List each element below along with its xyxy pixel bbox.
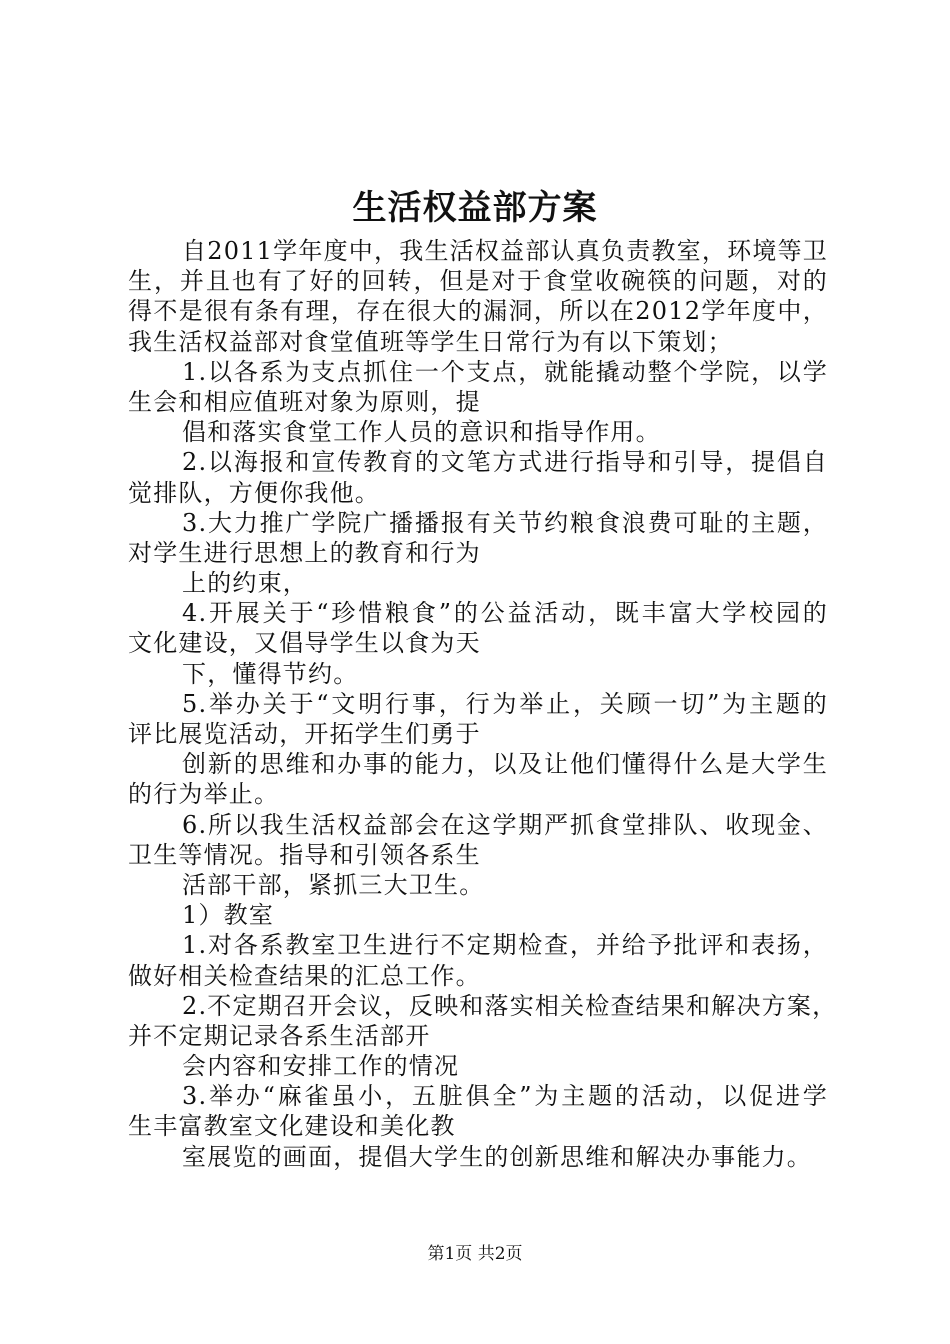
body-line: 并不定期记录各系生活部开	[128, 1021, 431, 1050]
body-line: 3.大力推广学院广播播报有关节约粮食浪费可耻的主题，	[182, 508, 828, 537]
document-title: 生活权益部方案	[352, 188, 598, 228]
body-line: 得不是很有条有理，存在很大的漏洞，所以在2012学年度中，	[128, 297, 828, 326]
body-line: 生丰富教室文化建设和美化教	[128, 1112, 456, 1141]
body-line: 我生活权益部对食堂值班等学生日常行为有以下策划；	[128, 327, 733, 356]
page-footer: 第1页 共2页	[427, 1244, 523, 1264]
section-heading: 1）教室	[182, 901, 275, 930]
body-line: 3.举办“麻雀虽小，五脏俱全”为主题的活动，以促进学	[182, 1082, 828, 1111]
body-line: 1.以各系为支点抓住一个支点，就能撬动整个学院，以学	[182, 357, 828, 386]
body-line: 做好相关检查结果的汇总工作。	[128, 961, 481, 990]
body-line: 自2011学年度中，我生活权益部认真负责教室，环境等卫	[182, 237, 828, 265]
body-line: 5.举办关于“文明行事，行为举止，关顾一切”为主题的	[182, 689, 828, 718]
body-line: 生会和相应值班对象为原则，提	[128, 387, 481, 416]
body-line: 室展览的画面，提倡大学生的创新思维和解决办事能力。	[182, 1142, 812, 1171]
body-line: 倡和落实食堂工作人员的意识和指导作用。	[182, 418, 661, 447]
body-line: 觉排队，方便你我他。	[128, 478, 380, 507]
body-line: 评比展览活动，开拓学生们勇于	[128, 720, 481, 748]
body-line: 2.不定期召开会议，反映和落实相关检查结果和解决方案，	[182, 991, 838, 1020]
body-line: 生，并且也有了好的回转，但是对于食堂收碗筷的问题，对的	[128, 267, 828, 296]
body-line: 4.开展关于“珍惜粮食”的公益活动，既丰富大学校园的	[182, 599, 828, 628]
body-line: 对学生进行思想上的教育和行为	[128, 538, 481, 567]
body-line: 活部干部，紧抓三大卫生。	[182, 870, 485, 899]
body-line: 会内容和安排工作的情况	[182, 1052, 460, 1081]
body-line: 1.对各系教室卫生进行不定期检查，并给予批评和表扬，	[182, 931, 828, 960]
body-line: 文化建设，又倡导学生以食为天	[128, 629, 481, 658]
document-body	[128, 236, 838, 1172]
body-line: 6.所以我生活权益部会在这学期严抓食堂排队、收现金、	[182, 810, 828, 839]
body-line: 创新的思维和办事的能力，以及让他们懂得什么是大学生	[182, 750, 828, 779]
body-line: 上的约束，	[182, 569, 308, 598]
body-line: 2.以海报和宣传教育的文笔方式进行指导和引导，提倡自	[182, 448, 828, 477]
body-line: 下，懂得节约。	[182, 659, 359, 688]
body-line: 的行为举止。	[128, 780, 280, 809]
body-line: 卫生等情况。指导和引领各系生	[128, 840, 481, 869]
